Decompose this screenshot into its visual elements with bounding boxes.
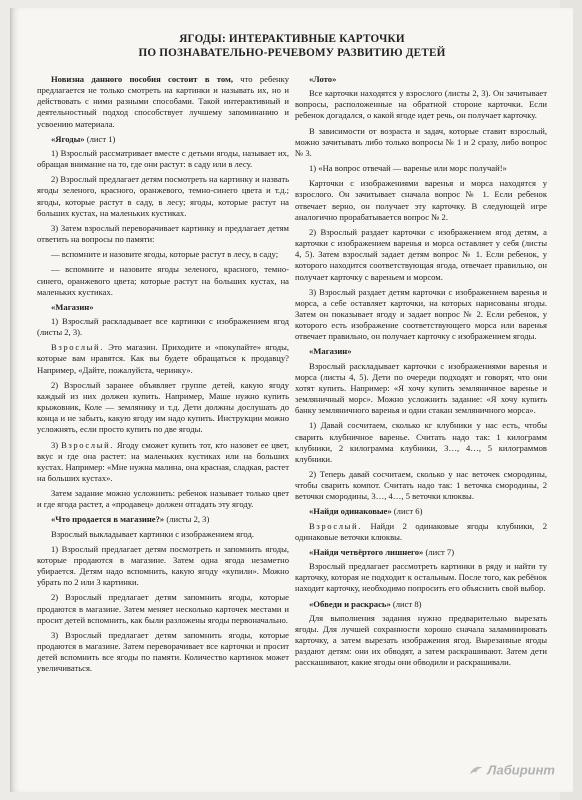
paragraph: Затем задание можно усложнить: ребенок называет только цвет и где ягода растет, а «продавец» должен отгадать эту ягоду. — [37, 488, 289, 510]
paragraph: 2) Взрослый заранее объявляет группе детей, какую ягоду каждый из них должен купить. Например, Маше нужно купить крыжовник, Коле — землянику и т.д. Дети должны дослушать до конца и не забыть, какую ягоду им надо купить. Инструкции можно усложнять, если просто купить по две ягоды. — [37, 379, 289, 435]
left-column — [37, 74, 289, 679]
heading-text: «Найди одинаковые» — [309, 506, 392, 517]
heading-note: (лист 6) — [391, 506, 423, 517]
paragraph: 3) Взрослый раздает детям карточки с изображением варенья и морса, а себе оставляет карточки, на которых нарисованы ягоды. Затем он показывает ягоду и задает вопрос № 2. Если ребенок, у которого есть изображение соответствующего морса или варенья отвечает правильно, он получает карточку с изображением ягоды. — [295, 286, 547, 342]
section-heading-trace-color — [309, 599, 547, 610]
heading-text: «Обведи и раскрась» — [309, 598, 391, 609]
paragraph: Взрослый раскладывает карточки с изображениями варенья и морса (листы 4, 5). Дети по очереди подходят и говорят, что они хотят купить. Например: «Я хочу купить земляничное варенье и земляничный морс». Можно усложнить задание: «Я хочу купить банку земляничного варенья и одни стакан земляничного морса». — [295, 360, 547, 416]
speaker-label: Взрослый. — [51, 342, 104, 353]
paragraph: 2) Теперь давай сосчитаем, сколько у нас веточек смородины, чтобы сварить компот. Считать надо так: 1 веточка смородины, 2 веточки смородины, 3…, 4…, 5 веточки клюквы. — [295, 469, 547, 502]
paragraph: 2) Взрослый предлагает детям посмотреть на картинку и назвать ягоды зеленого, красного, оранжевого, темно-синего цвета и т.д.; ягоды, которые растут в саду, в лесу; ягоды, которые растут на больших кустах, на маленьких кустиках. — [37, 174, 289, 218]
intro-text: что ребенку предлагается не только смотреть на картинки и называть их, но и действовать с ними разными способами. Такой интерактивный и деятельностный подход способствует лучшему запоминанию и усвоению материала. — [37, 74, 289, 129]
heading-note: (лист 7) — [423, 546, 455, 557]
paragraph: 3) Затем взрослый переворачивает картинку и предлагает детям ответить на вопросы по памяти: — [37, 222, 289, 245]
paragraph — [295, 521, 547, 543]
book-page — [10, 8, 573, 792]
intro-paragraph — [37, 74, 289, 130]
watermark-logo — [467, 762, 555, 780]
right-column — [295, 74, 547, 673]
heading-text: «Лото» — [309, 74, 337, 84]
paragraph-text: Это магазин. Приходите и «покупайте» ягоды, которые вам нравятся. Как вы будете обращаться к продавцу? Например, «Дайте, пожалуйста, черинку». — [37, 342, 289, 375]
section-heading-find-same — [309, 506, 547, 517]
paragraph: 1) Взрослый рассматривает вместе с детьми ягоды, называет их, обращая внимание на то, где они растут: в саду или в лесу. — [37, 147, 289, 170]
section-heading-what-sold — [51, 514, 289, 525]
section-heading-shop — [51, 302, 289, 313]
paragraph: — вспомните и назовите ягоды зеленого, красного, темно-синего, оранжевого цвета; которые растут на больших кустах, на маленьких кустиках. — [37, 264, 289, 297]
paragraph: Карточки с изображениями варенья и морса находятся у взрослого. Он зачитывает сначала вопрос № 1. Если ребенок отвечает верно, он получает эту карточку. В следующей игре аналогично прорабатывается вопрос № 2. — [295, 178, 547, 222]
heading-text: «Ягоды» — [51, 133, 85, 144]
paragraph-number: 3) — [51, 439, 62, 450]
paragraph: Взрослый предлагает рассмотреть картинки в ряду и найти ту карточку, которая не подходит к остальным. После того, как ребёнок находит карточку, необходимо попросить его объяснить свой выбор. — [295, 561, 547, 594]
section-heading-berries — [51, 134, 289, 145]
paragraph — [37, 440, 289, 485]
paragraph: — вспомните и назовите ягоды, которые растут в лесу, в саду; — [51, 249, 279, 260]
title-line-1: ЯГОДЫ: ИНТЕРАКТИВНЫЕ КАРТОЧКИ — [179, 33, 405, 45]
paragraph: В зависимости от возраста и задач, которые ставит взрослый, можно зачитывать либо только вопросы № 1 и 2 сразу, либо вопрос № 3. — [295, 125, 547, 158]
heading-text: «Магазин» — [309, 346, 352, 357]
heading-note: (лист 1) — [84, 133, 116, 144]
title-line-2: ПО ПОЗНАВАТЕЛЬНО-РЕЧЕВОМУ РАЗВИТИЮ ДЕТЕЙ — [138, 47, 446, 59]
paragraph: Для выполнения задания нужно предварительно вырезать ягоды. Для лучшей сохранности хорошо сначала заламинировать карточку, а затем вырезать изображения ягод. Вырезанные ягоды раздают детям: они их обводят, а затем раскрашивают. Затем дети расскашивают, какие ягоды они обводили и раскрашивали. — [295, 612, 547, 668]
heading-note: (листы 2, 3) — [164, 514, 210, 525]
page-title — [11, 32, 573, 60]
speaker-label: Взрослый. — [309, 520, 362, 531]
paragraph: 3) Взрослый предлагает детям запомнить ягоды, которые продаются в магазине. Затем переворачивает все карточки и просит детей вспомнить все ягоды по памяти. Количество картинок может увеличиваться. — [37, 629, 289, 674]
intro-bold: Новизна данного пособия состоит в том, — [51, 74, 234, 84]
paragraph-text: Ягоду сможет купить тот, кто назовет ее цвет, вкус и где она растет: на маленьких кустиках или на больших кустах. Например: «Мне нужна малина, она красная, сладкая, растет на больших кустах». — [37, 439, 289, 483]
section-heading-lotto — [309, 74, 547, 85]
paragraph-text: Найди 2 одинаковые ягоды клубники, 2 одинаковые веточки клюквы. — [295, 520, 547, 542]
paragraph: 1) Взрослый раскладывает все картинки с изображением ягод (листы 2, 3). — [37, 315, 289, 338]
watermark-text: Лабиринт — [487, 762, 555, 778]
heading-text: «Что продается в магазине?» — [51, 514, 165, 525]
paragraph — [37, 342, 289, 375]
speaker-label: Взрослый. — [61, 439, 115, 450]
heading-text: «Магазин» — [51, 301, 94, 312]
paragraph: 2) Взрослый предлагает детям запомнить ягоды, которые продаются в магазине. Затем меняет несколько карточек местами и просит детей вспомнить, как были разложены ягоды первоначально. — [37, 592, 289, 625]
paragraph: Все карточки находятся у взрослого (листы 2, 3). Он зачитывает вопросы, расположенные на обратной стороне карточки. Если ребенок догадался, о какой ягоде идет речь, он получает карточку. — [295, 88, 547, 121]
heading-note: (лист 8) — [390, 598, 422, 609]
paragraph: 1) Давай сосчитаем, сколько кг клубники у нас есть, чтобы сварить клубничное варенье. Считать надо так: 1 килограмм клубники, 2 килограмма клубники, 3…, 4…, 5 килограммов клубники. — [295, 420, 547, 464]
section-heading-shop-2 — [309, 346, 547, 357]
paragraph: 1) «На вопрос отвечай — варенье или морс получай!» — [309, 163, 507, 174]
labirint-bird-icon — [467, 762, 485, 780]
heading-text: «Найди четвёртого лишнего» — [309, 546, 424, 557]
section-heading-odd-one-out — [309, 547, 547, 558]
paragraph: Взрослый выкладывает картинки с изображением ягод. — [51, 528, 254, 539]
paragraph: 2) Взрослый раздает карточки с изображением ягод детям, а карточки с изображением варенья и морса оставляет у себя (листы 4, 5). Затем взрослый задает детям вопрос № 1. Если ребенок, у которого находится соответствующая ягода, отвечает правильно, он получает карточку с вареньем и морсом. — [295, 226, 547, 282]
paragraph: 1) Взрослый предлагает детям посмотреть и запомнить ягоды, которые продаются в магазине. Затем одна ягода незаметно убирается. Детям надо вспомнить, какую ягоду «купили». Можно убрать по 2 или 3 картинки. — [37, 543, 289, 588]
